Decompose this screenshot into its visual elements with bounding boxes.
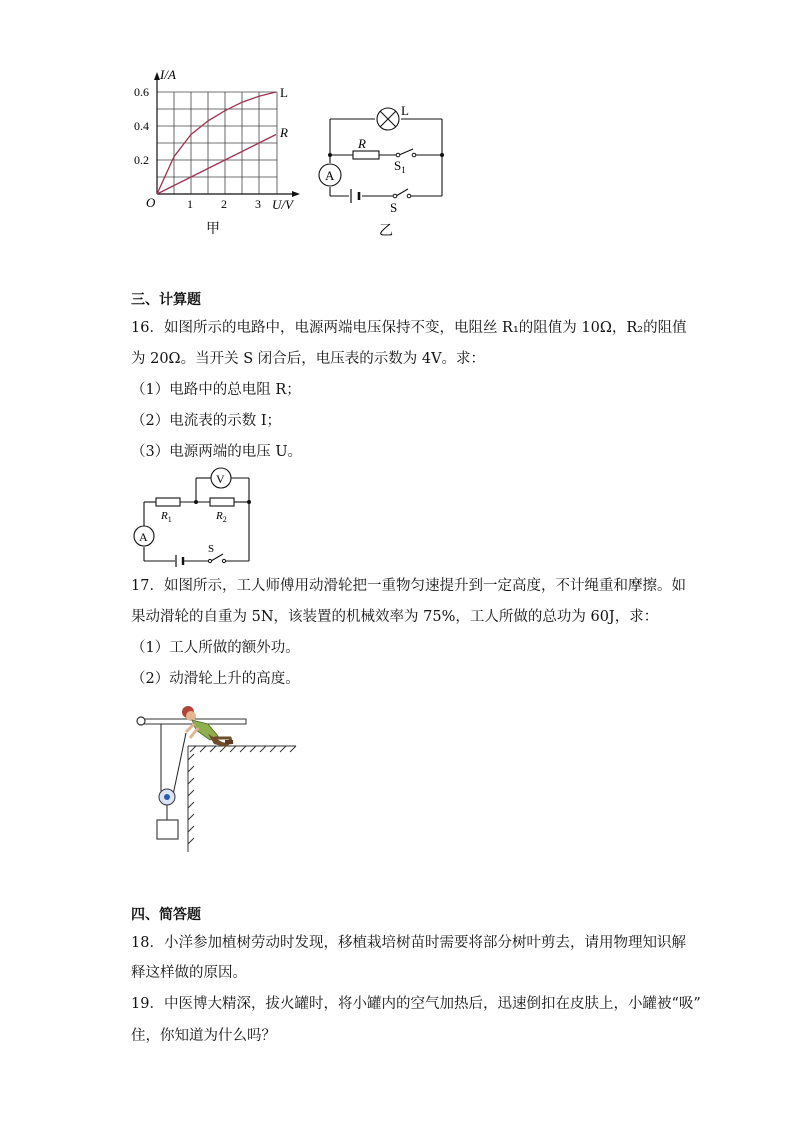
switch-label: S (208, 543, 215, 555)
q17-sub2: （2）动滑轮上升的高度。 (131, 671, 300, 687)
graph-caption: 甲 (206, 222, 220, 237)
junction-dot (194, 500, 198, 504)
q17-sub1: （1）工人所做的额外功。 (131, 640, 300, 656)
graph-jia (130, 68, 310, 243)
pulley-illustration (130, 700, 300, 860)
circuit-q16 (130, 463, 260, 568)
curve-R (157, 135, 276, 195)
q18-line2: 释这样做的原因。 (131, 965, 247, 981)
battery-icon (176, 555, 183, 567)
resistor-icon (353, 151, 379, 159)
q16-sub2: （2）电流表的示数 I； (131, 413, 282, 429)
switch-contact-icon (407, 194, 411, 198)
circuit-yi (318, 98, 453, 243)
q18-line1: 18．小洋参加植树劳动时发现，移植栽培树苗时需要将部分树叶剪去，请用物理知识解 (131, 935, 686, 951)
r2-label: $R_2$ (216, 510, 227, 524)
q16-sub3: （3）电源两端的电压 U。 (131, 444, 303, 460)
q16-line1: 16．如图所示的电路中，电源两端电压保持不变，电阻丝 R₁的阻值为 10Ω，R₂的阻值 (131, 320, 687, 336)
x-axis-label: U/V (272, 197, 293, 212)
bar-hook-icon (137, 717, 145, 725)
q19-line2: 住，你知道为什么吗？ (131, 1028, 276, 1044)
junction-dot (247, 500, 251, 504)
r2-resistor-icon (210, 498, 234, 506)
junction-dot (440, 153, 444, 157)
switch-pivot-icon (393, 194, 397, 198)
switch1-contact-icon (412, 153, 416, 157)
section-heading-calc: 三、计算题 (131, 292, 201, 308)
junction-dot (328, 153, 332, 157)
q16-line2: 为 20Ω。当开关 S 闭合后，电压表的示数为 4V。求： (131, 351, 486, 367)
x-tick-1: 1 (187, 197, 193, 211)
switch1-pivot-icon (396, 153, 400, 157)
voltmeter-label: V (216, 472, 225, 486)
curve-L-label: L (280, 85, 288, 100)
q17-line1: 17．如图所示，工人师傅用动滑轮把一重物匀速提升到一定高度，不计绳重和摩擦。如 (131, 578, 686, 594)
q16-sub1: （1）电路中的总电阻 R； (131, 382, 301, 398)
y-axis-label: I/A (160, 68, 176, 82)
lamp-label: L (401, 103, 409, 118)
curve-R-label: R (280, 125, 288, 140)
switch1-label: $S_1$ (394, 158, 406, 175)
ammeter-label: A (325, 168, 335, 183)
ledge (188, 746, 296, 852)
resistor-label: R (358, 136, 366, 151)
r1-label: $R_1$ (161, 510, 172, 524)
switch-pivot-icon (208, 559, 211, 562)
q17-line2: 果动滑轮的自重为 5N，该装置的机械效率为 75%，工人所做的总功为 60J，求： (131, 609, 659, 625)
y-tick-0.4: 0.4 (134, 119, 149, 133)
y-tick-0.2: 0.2 (134, 153, 149, 167)
ammeter-label: A (139, 530, 148, 544)
x-axis-arrow (292, 191, 300, 197)
lamp-icon (377, 108, 399, 130)
rope-pull (173, 733, 186, 795)
worker-figure (182, 706, 233, 747)
origin-label: O (146, 195, 156, 210)
y-tick-0.6: 0.6 (134, 85, 149, 99)
battery-icon (351, 189, 359, 203)
q19-line1: 19．中医博大精深，拔火罐时，将小罐内的空气加热后，迅速倒扣在皮肤上，小罐被“吸” (131, 996, 701, 1012)
switch-contact-icon (222, 559, 225, 562)
weight-box (157, 820, 178, 839)
section-heading-short: 四、简答题 (131, 907, 201, 923)
switch-label: S (390, 200, 398, 215)
circuit-caption: 乙 (379, 224, 393, 239)
movable-pulley-icon (159, 789, 175, 820)
x-tick-2: 2 (221, 197, 227, 211)
x-tick-3: 3 (255, 197, 261, 211)
r1-resistor-icon (156, 498, 180, 506)
